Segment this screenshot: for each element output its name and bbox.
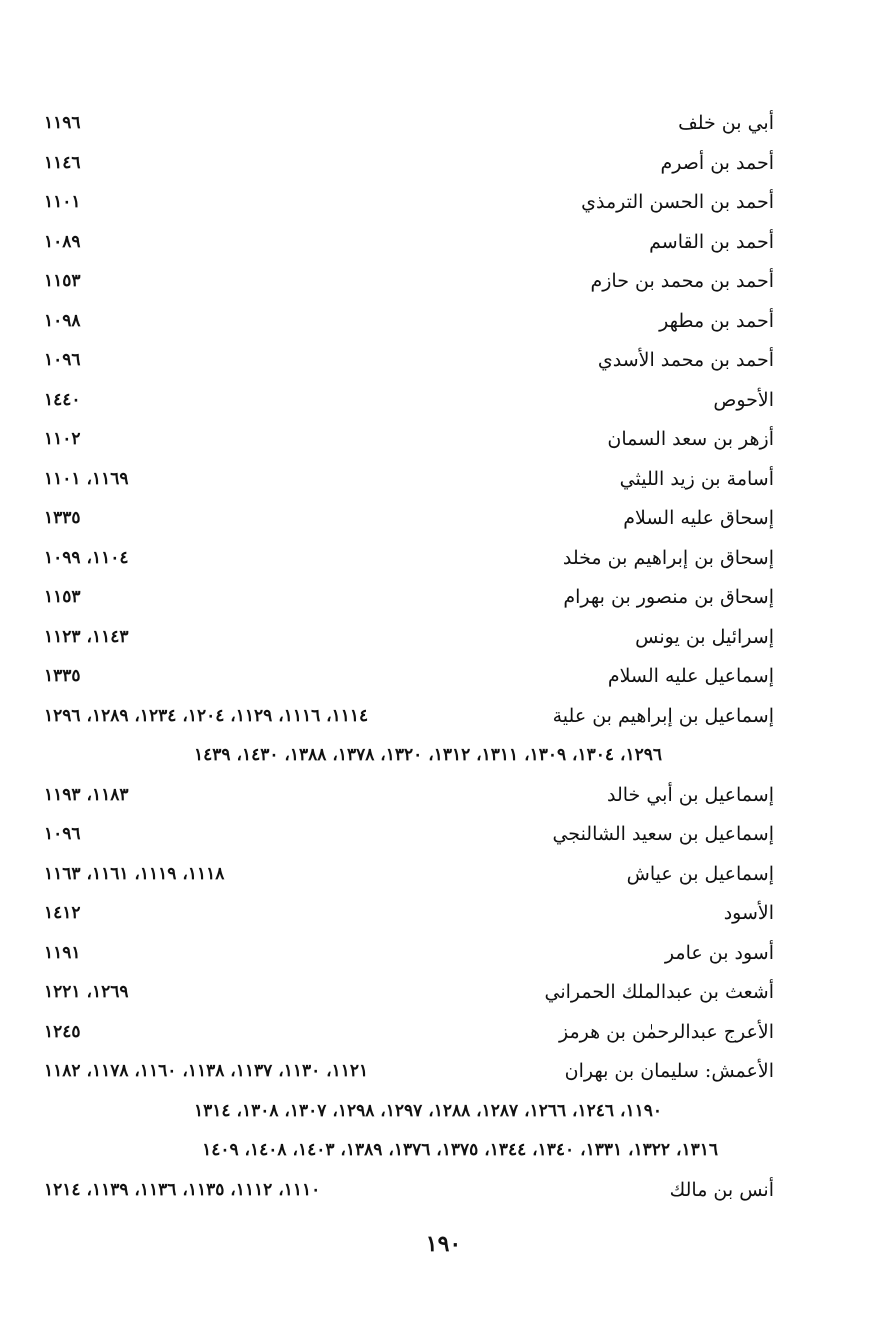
index-entry <box>44 697 774 737</box>
index-entry <box>44 302 774 342</box>
index-entries <box>44 104 774 1210</box>
entry-name: إسماعيل بن أبي خالد <box>606 783 774 806</box>
entry-name: أزهر بن سعد السمان <box>607 428 774 450</box>
entry-refs: ١١٥٣ <box>44 587 81 607</box>
entry-refs: ١١٨٣، ١١٩٣ <box>44 784 129 805</box>
page-number: ١٩٠ <box>425 1231 462 1257</box>
entry-refs: ١٢٩٦، ١٣٠٤، ١٣٠٩، ١٣١١، ١٣١٢، ١٣٢٠، ١٣٧٨، ١٣٨٨، ١٤٣٠، ١٤٣٩ <box>194 745 662 765</box>
entry-refs: ١٤٤٠ <box>44 389 81 410</box>
entry-refs: ١١٩٠، ١٢٤٦، ١٢٦٦، ١٢٨٧، ١٢٨٨، ١٢٩٧، ١٢٩٨، ١٣٠٧، ١٣٠٨، ١٣١٤ <box>194 1100 662 1121</box>
entry-refs: ١١٤٣، ١١٢٣ <box>44 626 129 647</box>
entry-refs: ١٢٤٥ <box>44 1021 81 1042</box>
entry-name: الأعرج عبدالرحمٰن بن هرمز <box>558 1020 774 1043</box>
index-entry <box>44 499 774 539</box>
entry-refs: ١٢٦٩، ١٢٢١ <box>44 982 129 1002</box>
entry-name: أحمد بن القاسم <box>649 230 774 253</box>
index-entry <box>44 776 774 816</box>
entry-refs: ١٠٩٦ <box>44 824 81 844</box>
entry-refs: ١١٠٢ <box>44 429 81 449</box>
index-entry <box>44 1171 774 1211</box>
entry-refs: ١٣١٦، ١٣٢٢، ١٣٣١، ١٣٤٠، ١٣٤٤، ١٣٧٥، ١٣٧٦، ١٣٨٩، ١٤٠٣، ١٤٠٨، ١٤٠٩ <box>202 1140 718 1160</box>
entry-name: الأحوص <box>713 388 774 411</box>
entry-refs: ١١١٤، ١١١٦، ١١٢٩، ١٢٠٤، ١٢٣٤، ١٢٨٩، ١٢٩٦ <box>44 705 369 726</box>
entry-refs: ١١٢١، ١١٣٠، ١١٣٧، ١١٣٨، ١١٦٠، ١١٧٨، ١١٨٢ <box>44 1061 369 1081</box>
index-entry <box>44 341 774 381</box>
entry-name: أحمد بن محمد الأسدي <box>597 349 774 371</box>
index-entry-continuation <box>44 736 774 776</box>
index-entry <box>44 539 774 579</box>
entry-refs: ١٠٩٦ <box>44 350 81 370</box>
entry-name: إسحاق بن إبراهيم بن مخلد <box>562 546 774 569</box>
entry-refs: ١١٤٦ <box>44 152 81 173</box>
entry-name: الأسود <box>723 902 774 924</box>
entry-refs: ١١٠١ <box>44 192 81 212</box>
entry-refs: ١١٦٩، ١١٠١ <box>44 468 129 489</box>
index-entry <box>44 183 774 223</box>
index-entry <box>44 460 774 500</box>
index-entry-continuation <box>44 1131 774 1171</box>
entry-refs: ١١٥٣ <box>44 271 81 291</box>
entry-name: أحمد بن مطهر <box>659 309 774 332</box>
index-entry <box>44 381 774 421</box>
entry-name: إسماعيل بن سعيد الشالنجي <box>552 823 774 845</box>
entry-refs: ١٤١٢ <box>44 903 81 923</box>
index-entry <box>44 578 774 618</box>
index-entry <box>44 223 774 263</box>
index-entry <box>44 934 774 974</box>
index-entry <box>44 894 774 934</box>
index-entry <box>44 855 774 895</box>
index-entry <box>44 657 774 697</box>
index-entry <box>44 1052 774 1092</box>
entry-name: إسحاق عليه السلام <box>623 507 774 529</box>
entry-name: إسماعيل بن عياش <box>626 862 774 885</box>
entry-refs: ١١٩١ <box>44 942 81 963</box>
index-entry <box>44 144 774 184</box>
entry-name: إسماعيل عليه السلام <box>607 665 774 687</box>
index-entry-continuation <box>44 1092 774 1132</box>
entry-refs: ١٠٨٩ <box>44 231 81 252</box>
entry-refs: ١٣٣٥ <box>44 666 81 686</box>
entry-name: أحمد بن محمد بن حازم <box>590 270 774 292</box>
index-entry <box>44 973 774 1013</box>
entry-refs: ١١٩٦ <box>44 113 81 133</box>
entry-refs: ١١١٨، ١١١٩، ١١٦١، ١١٦٣ <box>44 863 225 884</box>
entry-refs: ١٣٣٥ <box>44 508 81 528</box>
index-entry <box>44 262 774 302</box>
entry-refs: ١١٠٤، ١٠٩٩ <box>44 547 129 568</box>
entry-name: أحمد بن أصرم <box>660 151 774 174</box>
entry-name: أحمد بن الحسن الترمذي <box>581 191 774 213</box>
entry-name: أسامة بن زيد الليثي <box>619 467 774 490</box>
entry-name: إسماعيل بن إبراهيم بن علية <box>552 704 774 727</box>
index-entry <box>44 815 774 855</box>
entry-name: إسحاق بن منصور بن بهرام <box>563 586 774 608</box>
entry-name: أسود بن عامر <box>664 941 774 964</box>
index-entry <box>44 618 774 658</box>
entry-refs: ١١١٠، ١١١٢، ١١٣٥، ١١٣٦، ١١٣٩، ١٢١٤ <box>44 1179 321 1200</box>
entry-name: أنس بن مالك <box>669 1178 774 1201</box>
entry-name: إسرائيل بن يونس <box>635 625 774 648</box>
index-entry <box>44 420 774 460</box>
index-entry <box>44 104 774 144</box>
entry-name: الأعمش: سليمان بن بهران <box>564 1060 774 1082</box>
index-entry <box>44 1013 774 1053</box>
entry-name: أبي بن خلف <box>678 112 774 134</box>
entry-name: أشعث بن عبدالملك الحمراني <box>544 981 774 1003</box>
entry-refs: ١٠٩٨ <box>44 310 81 331</box>
